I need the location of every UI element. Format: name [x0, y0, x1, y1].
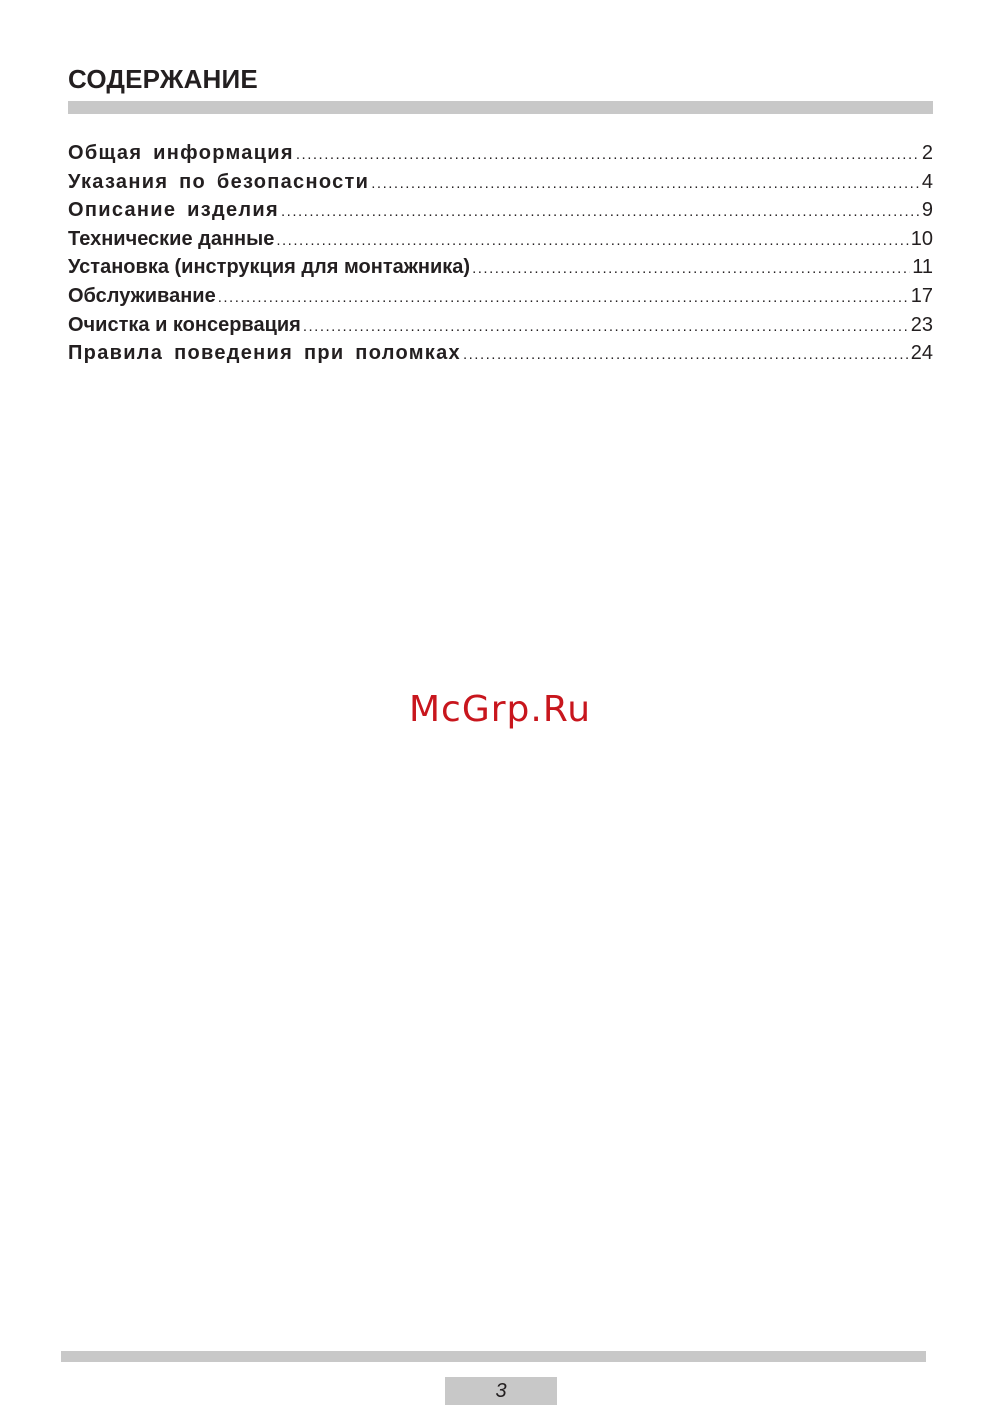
toc-entry-technical-data[interactable] [68, 225, 933, 254]
title-divider [68, 101, 933, 114]
toc-entry-page: 10 [910, 227, 933, 250]
toc-entry-label: Правила поведения при поломках [68, 342, 461, 365]
page-number: 3 [445, 1377, 557, 1405]
toc-entry-page: 4 [921, 170, 933, 193]
toc-entry-cleaning[interactable] [68, 311, 933, 340]
toc-dot-leader [276, 227, 908, 256]
toc-entry-page: 9 [921, 199, 933, 222]
toc-entry-label: Установка (инструкция для монтажника) [68, 256, 471, 279]
toc-entry-label: Обслуживание [68, 284, 216, 307]
toc-dot-leader [472, 255, 910, 284]
footer-divider [61, 1351, 926, 1362]
toc-entry-label: Технические данные [68, 227, 275, 250]
toc-dot-leader [303, 313, 909, 342]
toc-entry-troubleshooting[interactable] [68, 339, 933, 368]
toc-entry-safety[interactable] [68, 168, 933, 197]
toc-entry-page: 11 [912, 256, 933, 279]
toc-dot-leader [218, 284, 909, 313]
toc-dot-leader [296, 141, 920, 170]
toc-dot-leader [281, 198, 920, 227]
watermark-text: McGrp.Ru [408, 689, 592, 730]
toc-entry-installation[interactable] [68, 253, 933, 282]
toc-entry-page: 23 [910, 313, 933, 336]
toc-entry-label: Описание изделия [68, 199, 280, 222]
table-of-contents [68, 139, 933, 368]
toc-entry-page: 17 [910, 284, 933, 307]
toc-entry-label: Общая информация [68, 142, 294, 164]
toc-dot-leader [371, 170, 920, 199]
toc-entry-product-description[interactable] [68, 196, 933, 225]
toc-entry-page: 24 [910, 342, 933, 365]
toc-entry-label: Указания по безопасности [68, 170, 370, 193]
toc-entry-general-info[interactable] [68, 139, 933, 168]
toc-entry-label: Очистка и консервация [68, 313, 301, 336]
toc-entry-maintenance[interactable] [68, 282, 933, 311]
toc-entry-page: 2 [921, 142, 933, 164]
toc-dot-leader [463, 341, 909, 370]
page-title: СОДЕРЖАНИЕ [68, 64, 258, 94]
